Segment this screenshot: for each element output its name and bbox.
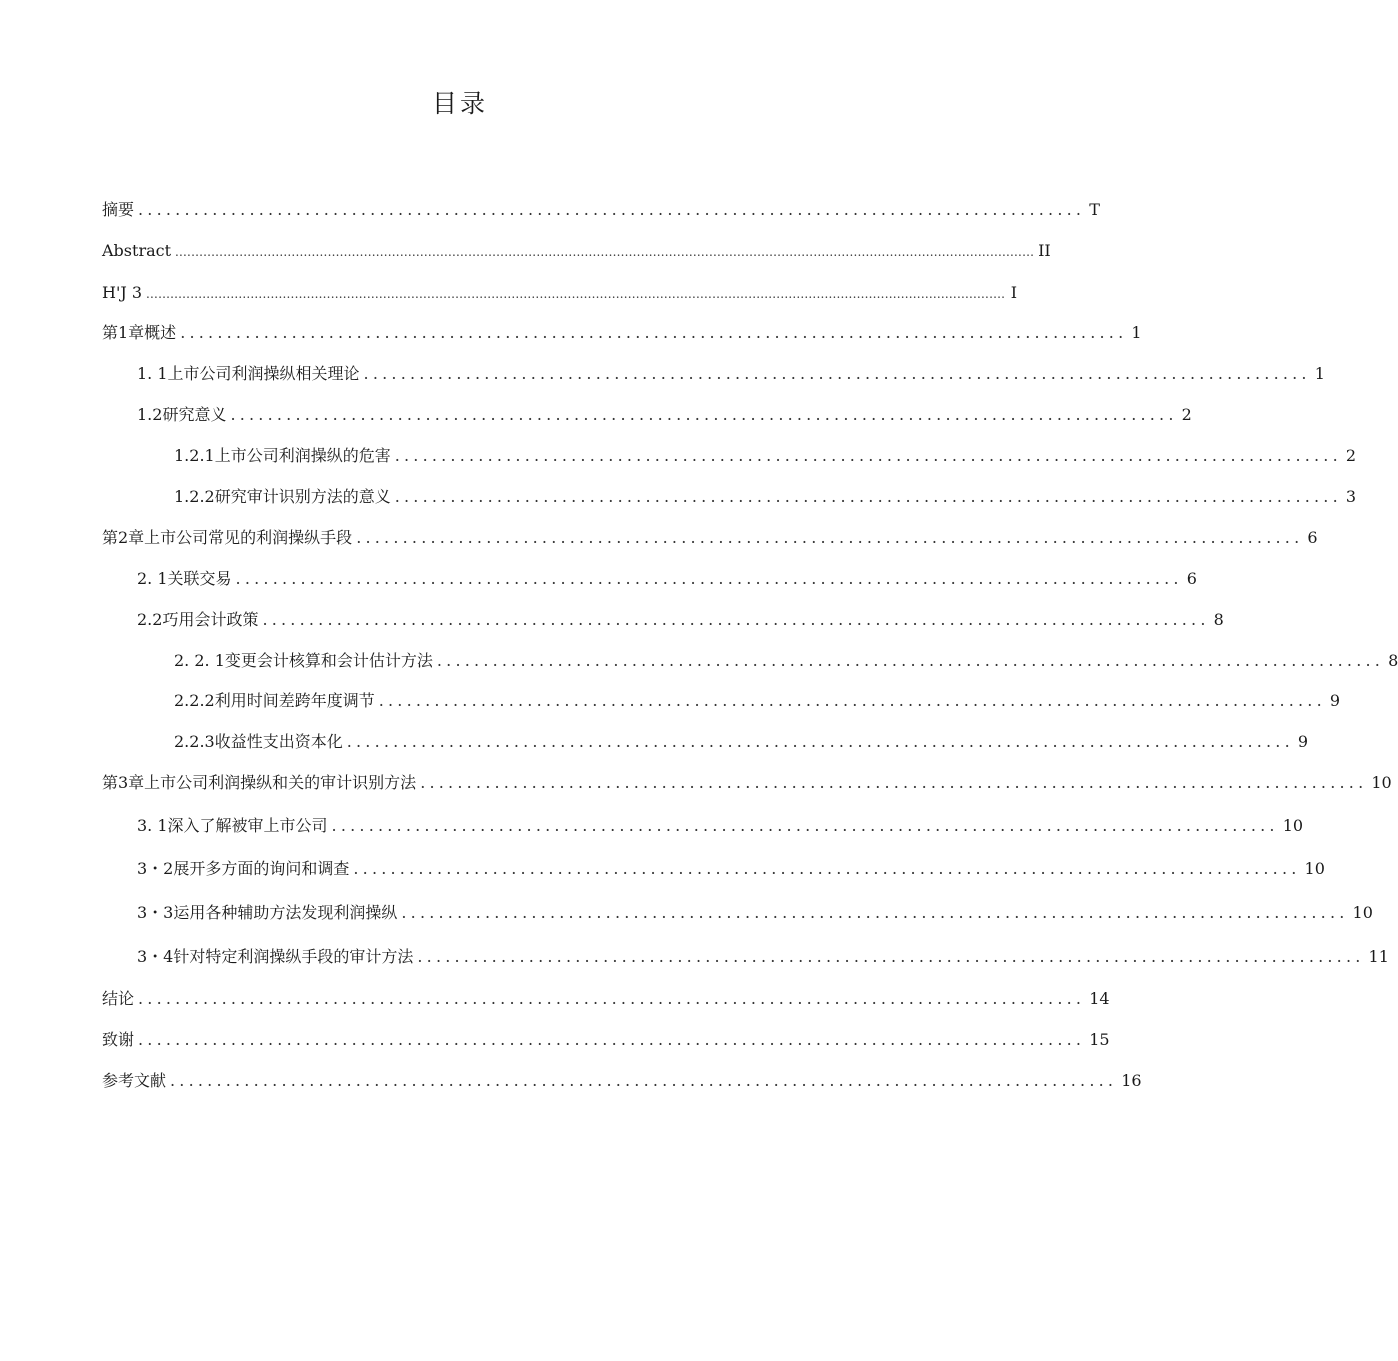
toc-entry-label: 2. 2. 1变更会计核算和会计估计方法	[174, 651, 433, 670]
toc-entry-label: 2.2.2利用时间差跨年度调节	[174, 691, 375, 710]
dot-leader: ......................................................................................................	[356, 528, 1304, 547]
toc-entry-page: 9	[1329, 691, 1341, 710]
toc-entry-page: 14	[1089, 989, 1110, 1008]
toc-entry-page: 16	[1121, 1071, 1142, 1090]
toc-entry-label: 2.2巧用会计政策	[137, 610, 259, 629]
toc-entry-page: 6	[1186, 569, 1197, 588]
toc-entry-label: 第3章上市公司利润操纵和关的审计识别方法	[102, 773, 417, 792]
toc-entry-label: 1.2.2研究审计识别方法的意义	[174, 487, 391, 506]
toc-entry-1-2-1[interactable]	[174, 446, 1357, 466]
toc-entry-label: 1.2研究意义	[137, 405, 227, 424]
toc-entry-acknowledgements[interactable]	[102, 1030, 1110, 1050]
dot-leader: ......................................................................................................	[401, 903, 1349, 922]
dot-leader: ......................................................................................................	[138, 989, 1086, 1008]
toc-entry-references[interactable]	[102, 1071, 1142, 1091]
dot-leader: ......................................................................................................	[420, 773, 1368, 792]
dot-leader: ......................................................................................................	[180, 323, 1128, 342]
toc-entry-page: 10	[1352, 903, 1373, 922]
toc-entry-label: 1.2.1上市公司利润操纵的危害	[174, 446, 391, 465]
toc-entry-label: 第2章上市公司常见的利润操纵手段	[102, 528, 353, 547]
toc-entry-abstract-en[interactable]	[102, 241, 1051, 262]
dot-leader: ......................................................................................................	[394, 446, 1342, 465]
dot-leader: ......................................................................................................	[378, 691, 1326, 710]
dot-leader: ......................................................................................................	[262, 610, 1210, 629]
toc-entry-label: 摘要	[102, 200, 135, 219]
toc-entry-chapter-1[interactable]	[102, 323, 1142, 343]
toc-entry-page: 10	[1371, 773, 1392, 792]
toc-entry-page: 8	[1388, 651, 1398, 670]
toc-entry-page: 10	[1304, 859, 1325, 878]
toc-entry-2-2[interactable]	[137, 610, 1224, 630]
dot-leader: ......................................................................................................	[138, 1030, 1086, 1049]
toc-entry-page: 9	[1297, 732, 1309, 751]
toc-entry-label: 2. 1关联交易	[137, 569, 232, 588]
dot-leader: ......................................................................................................	[417, 947, 1365, 966]
toc-entry-page: 10	[1282, 816, 1304, 835]
toc-entry-2-2-3[interactable]	[174, 732, 1309, 752]
toc-entry-label: 3・3运用各种辅助方法发现利润操纵	[137, 903, 398, 922]
toc-entry-contents[interactable]	[102, 283, 1018, 304]
toc-entry-chapter-2[interactable]	[102, 528, 1318, 548]
toc-entry-label: 3・2展开多方面的询问和调查	[137, 859, 350, 878]
toc-entry-2-1[interactable]	[137, 569, 1197, 589]
dot-leader: ......................................................................................................	[235, 569, 1183, 588]
toc-entry-page: II	[1038, 241, 1051, 260]
toc-entry-page: 1	[1314, 364, 1325, 383]
toc-entry-conclusion[interactable]	[102, 989, 1110, 1009]
toc-entry-1-1[interactable]	[137, 364, 1325, 384]
dot-leader: ......................................................................................................	[346, 732, 1294, 751]
toc-entry-label: 第1章概述	[102, 323, 177, 342]
dot-leader: ......................................................................................................................................................................................................................	[146, 287, 1006, 301]
toc-entry-page: 2	[1181, 405, 1192, 424]
dot-leader: ......................................................................................................	[353, 859, 1301, 878]
toc-entry-page: 1	[1131, 323, 1142, 342]
toc-entry-2-2-2[interactable]	[174, 691, 1341, 711]
toc-entry-page: 8	[1213, 610, 1224, 629]
toc-entry-page: 11	[1368, 947, 1389, 966]
toc-entry-label: 2.2.3收益性支出资本化	[174, 732, 343, 751]
toc-entry-1-2-2[interactable]	[174, 487, 1357, 507]
toc-entry-label: 1. 1上市公司利润操纵相关理论	[137, 364, 360, 383]
toc-entry-label: 结论	[102, 989, 135, 1008]
toc-entry-label: 3. 1深入了解被审上市公司	[137, 816, 328, 835]
toc-entry-label: 致谢	[102, 1030, 135, 1049]
dot-leader: ......................................................................................................	[363, 364, 1311, 383]
toc-entry-label: H'J 3	[102, 283, 143, 302]
toc-entry-label: Abstract	[102, 241, 172, 260]
toc-entry-page: 2	[1345, 446, 1357, 465]
toc-entry-2-2-1[interactable]	[174, 651, 1398, 671]
toc-entry-abstract-cn[interactable]	[102, 200, 1100, 220]
dot-leader: ......................................................................................................	[331, 816, 1279, 835]
toc-entry-3-4[interactable]	[137, 947, 1389, 967]
dot-leader: ......................................................................................................	[436, 651, 1385, 670]
dot-leader: ......................................................................................................	[138, 200, 1086, 219]
toc-entry-3-2[interactable]	[137, 859, 1325, 879]
dot-leader: ......................................................................................................	[230, 405, 1178, 424]
toc-title: 目录	[431, 89, 488, 118]
toc-entry-page: I	[1010, 283, 1018, 302]
dot-leader: ......................................................................................................................................................................................................................	[175, 245, 1035, 259]
toc-entry-page: 6	[1307, 528, 1318, 547]
toc-entry-chapter-3[interactable]	[102, 773, 1392, 793]
toc-entry-page: T	[1089, 200, 1100, 219]
dot-leader: ......................................................................................................	[394, 487, 1342, 506]
toc-entry-page: 3	[1345, 487, 1357, 506]
toc-entry-label: 3・4针对特定利润操纵手段的审计方法	[137, 947, 414, 966]
toc-entry-page: 15	[1089, 1030, 1110, 1049]
toc-entry-3-3[interactable]	[137, 903, 1373, 923]
toc-entry-label: 参考文献	[102, 1071, 167, 1090]
toc-entry-3-1[interactable]	[137, 816, 1304, 836]
toc-entry-1-2[interactable]	[137, 405, 1192, 425]
dot-leader: ......................................................................................................	[170, 1071, 1118, 1090]
